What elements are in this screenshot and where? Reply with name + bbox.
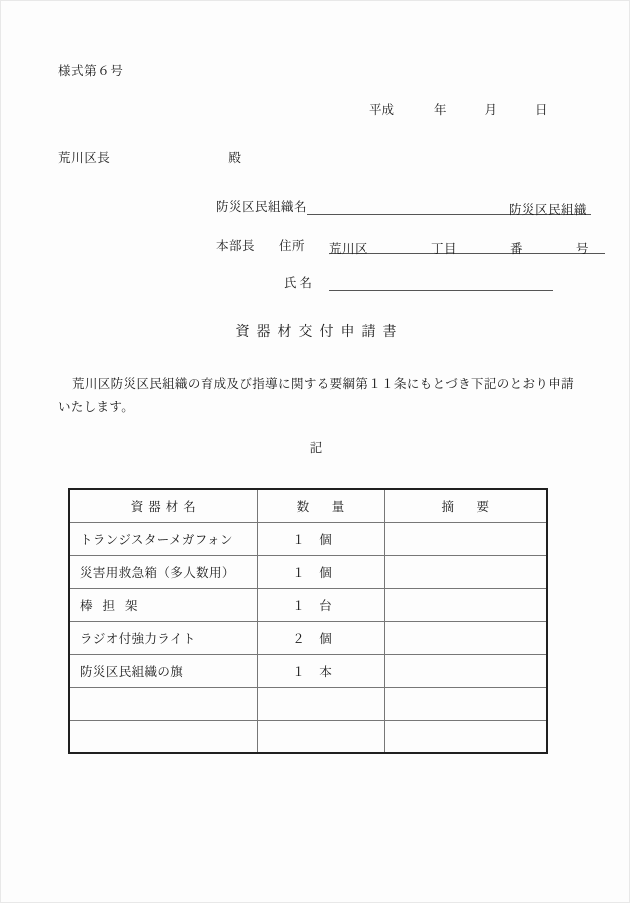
table-header-row [69,489,547,522]
address-chome-unit[interactable]: 丁目 [369,239,457,254]
cell-remarks[interactable] [384,588,547,621]
table-row [69,621,547,654]
table-row [69,588,547,621]
column-header-item: 資器材名 [69,489,257,522]
cell-item-name: 災害用救急箱（多人数用） [69,555,257,588]
cell-item-name [69,720,257,753]
organization-name-input[interactable] [307,200,483,215]
items-table-body [69,522,547,753]
items-table [68,488,548,754]
organization-name-label: 防災区民組織名 [216,199,308,214]
cell-quantity: １ 台 [257,588,384,621]
applicant-name-input[interactable] [329,275,553,291]
day-unit: 日 [535,102,548,117]
column-header-remarks: 摘 要 [384,489,547,522]
year-unit: 年 [434,102,447,117]
table-row [69,654,547,687]
table-row [69,522,547,555]
applicant-name-line [284,273,553,291]
cell-remarks[interactable] [384,720,547,753]
organization-name-line [216,197,591,215]
form-number: 様式第６号 [58,63,124,78]
cell-quantity: ２ 個 [257,621,384,654]
address-label: 住所 [279,238,306,253]
table-row [69,720,547,753]
date-line [369,100,548,118]
cell-item-name: 防災区民組織の旗 [69,654,257,687]
address-go-unit[interactable]: 号 [523,239,589,254]
chief-label: 本部長 [216,238,256,253]
items-table-container [68,488,548,754]
cell-remarks[interactable] [384,522,547,555]
table-row [69,555,547,588]
cell-item-name: 棒担架 [69,588,257,621]
ki-marker: 記 [309,440,323,455]
organization-name-suffix: 防災区民組織 [483,200,591,215]
applicant-name-label: 氏名 [284,275,316,290]
address-line [216,236,605,254]
cell-remarks[interactable] [384,654,547,687]
cell-remarks[interactable] [384,621,547,654]
cell-quantity [257,687,384,720]
addressee-name: 荒川区長 [58,150,111,165]
cell-quantity: １ 個 [257,555,384,588]
cell-quantity: １ 個 [257,522,384,555]
body-paragraph: 荒川区防災区民組織の育成及び指導に関する要綱第１１条にもとづき下記のとおり申請いたします。 [58,376,574,414]
cell-quantity: １ 本 [257,654,384,687]
cell-quantity [257,720,384,753]
cell-item-name [69,687,257,720]
cell-remarks[interactable] [384,687,547,720]
column-header-quantity: 数 量 [257,489,384,522]
address-ban-unit[interactable]: 番 [457,239,523,254]
addressee-honorific: 殿 [228,150,242,165]
address-rule-tail [589,239,605,254]
addressee-line [58,148,242,166]
month-unit: 月 [484,102,498,117]
cell-remarks[interactable] [384,555,547,588]
cell-item-name: トランジスターメガフォン [69,522,257,555]
cell-item-name: ラジオ付強力ライト [69,621,257,654]
document-title: 資器材交付申請書 [235,324,404,340]
table-row [69,687,547,720]
address-ward: 荒川区 [329,241,369,256]
era-label: 平成 [369,102,395,117]
